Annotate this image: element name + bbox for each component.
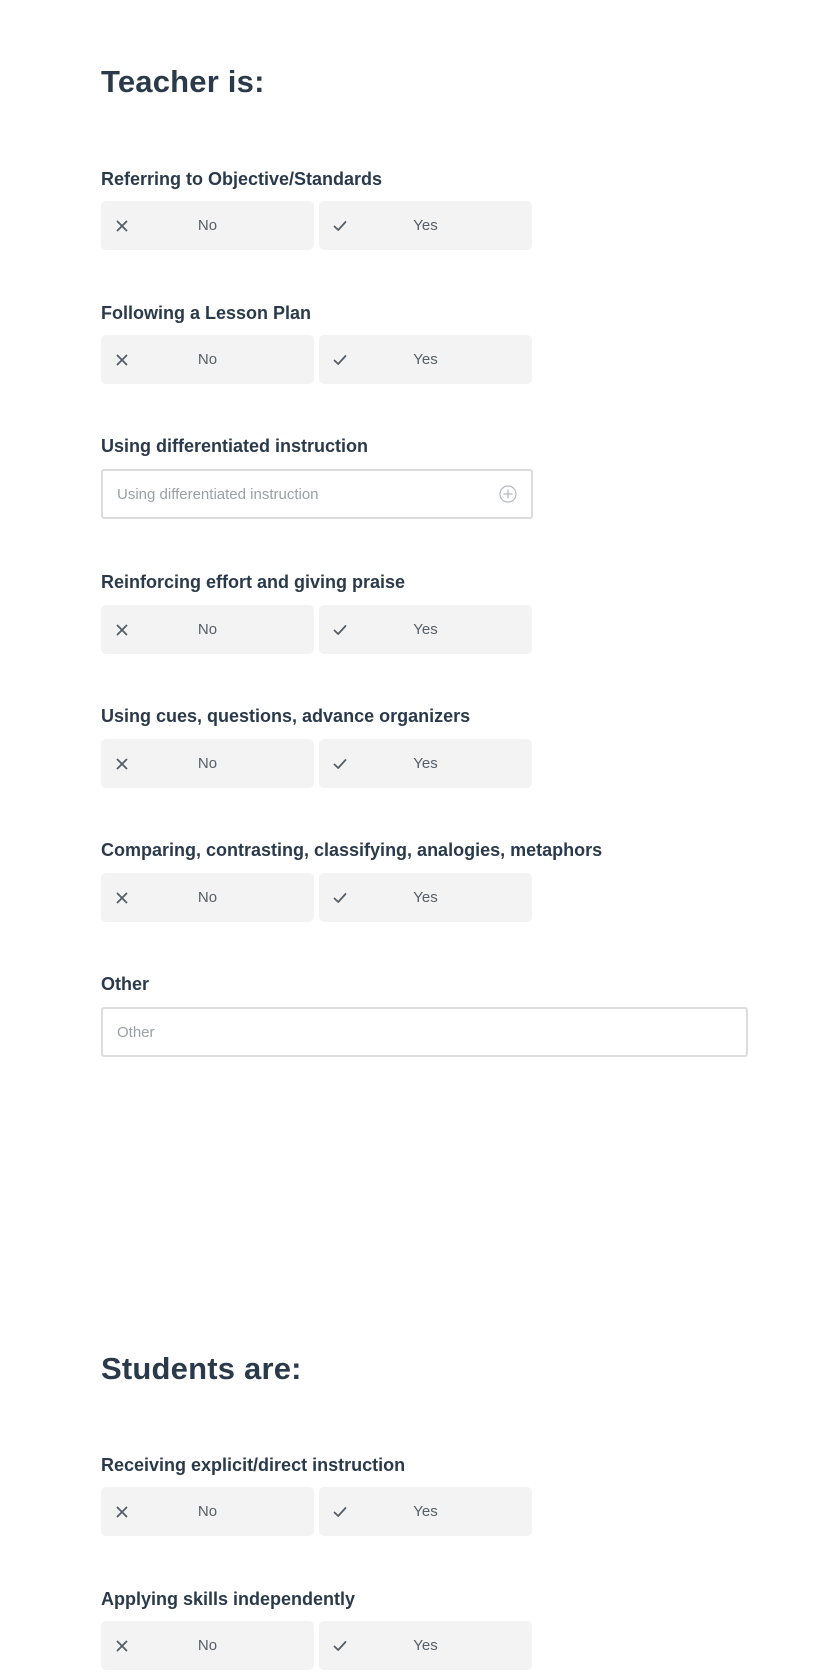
yes-button[interactable] [319,201,532,250]
no-label: No [197,1637,218,1654]
yes-label: Yes [413,1637,438,1654]
plus-circle-icon[interactable] [499,485,517,503]
yes-button[interactable] [319,335,532,384]
yes-button[interactable] [319,739,532,788]
question-label: Following a Lesson Plan [101,303,312,323]
yes-no-toggle [101,1487,531,1536]
no-button[interactable] [101,1487,314,1536]
question-label: Receiving explicit/direct instruction [101,1455,406,1475]
yes-label: Yes [413,755,438,772]
yes-label: Yes [413,889,438,906]
yes-no-toggle [101,1621,531,1670]
other-input[interactable] [117,1024,732,1041]
yes-no-toggle [101,605,531,654]
question-label: Applying skills independently [101,1589,356,1609]
no-button[interactable] [101,1621,314,1670]
yes-button[interactable] [319,1621,532,1670]
yes-no-toggle [101,873,531,922]
yes-label: Yes [413,621,438,638]
yes-label: Yes [413,1503,438,1520]
no-button[interactable] [101,201,314,250]
no-button[interactable] [101,873,314,922]
section-title-teacher: Teacher is: [101,64,265,99]
question-label: Using differentiated instruction [101,436,369,456]
differentiated-instruction-field [101,469,533,519]
differentiated-instruction-input[interactable] [117,486,491,503]
yes-no-toggle [101,201,531,250]
no-label: No [197,351,218,368]
yes-label: Yes [413,217,438,234]
section-title-students: Students are: [101,1351,302,1386]
no-button[interactable] [101,605,314,654]
question-label: Comparing, contrasting, classifying, analogies, metaphors [101,840,603,860]
yes-no-toggle [101,335,531,384]
no-label: No [197,755,218,772]
no-label: No [197,1503,218,1520]
no-button[interactable] [101,335,314,384]
no-label: No [197,889,218,906]
yes-button[interactable] [319,873,532,922]
question-label: Referring to Objective/Standards [101,169,383,189]
yes-button[interactable] [319,1487,532,1536]
yes-label: Yes [413,351,438,368]
question-label: Using cues, questions, advance organizers [101,706,471,726]
no-label: No [197,217,218,234]
no-label: No [197,621,218,638]
question-label: Other [101,974,150,994]
no-button[interactable] [101,739,314,788]
question-label: Reinforcing effort and giving praise [101,572,406,592]
other-field [101,1007,748,1057]
yes-no-toggle [101,739,531,788]
yes-button[interactable] [319,605,532,654]
